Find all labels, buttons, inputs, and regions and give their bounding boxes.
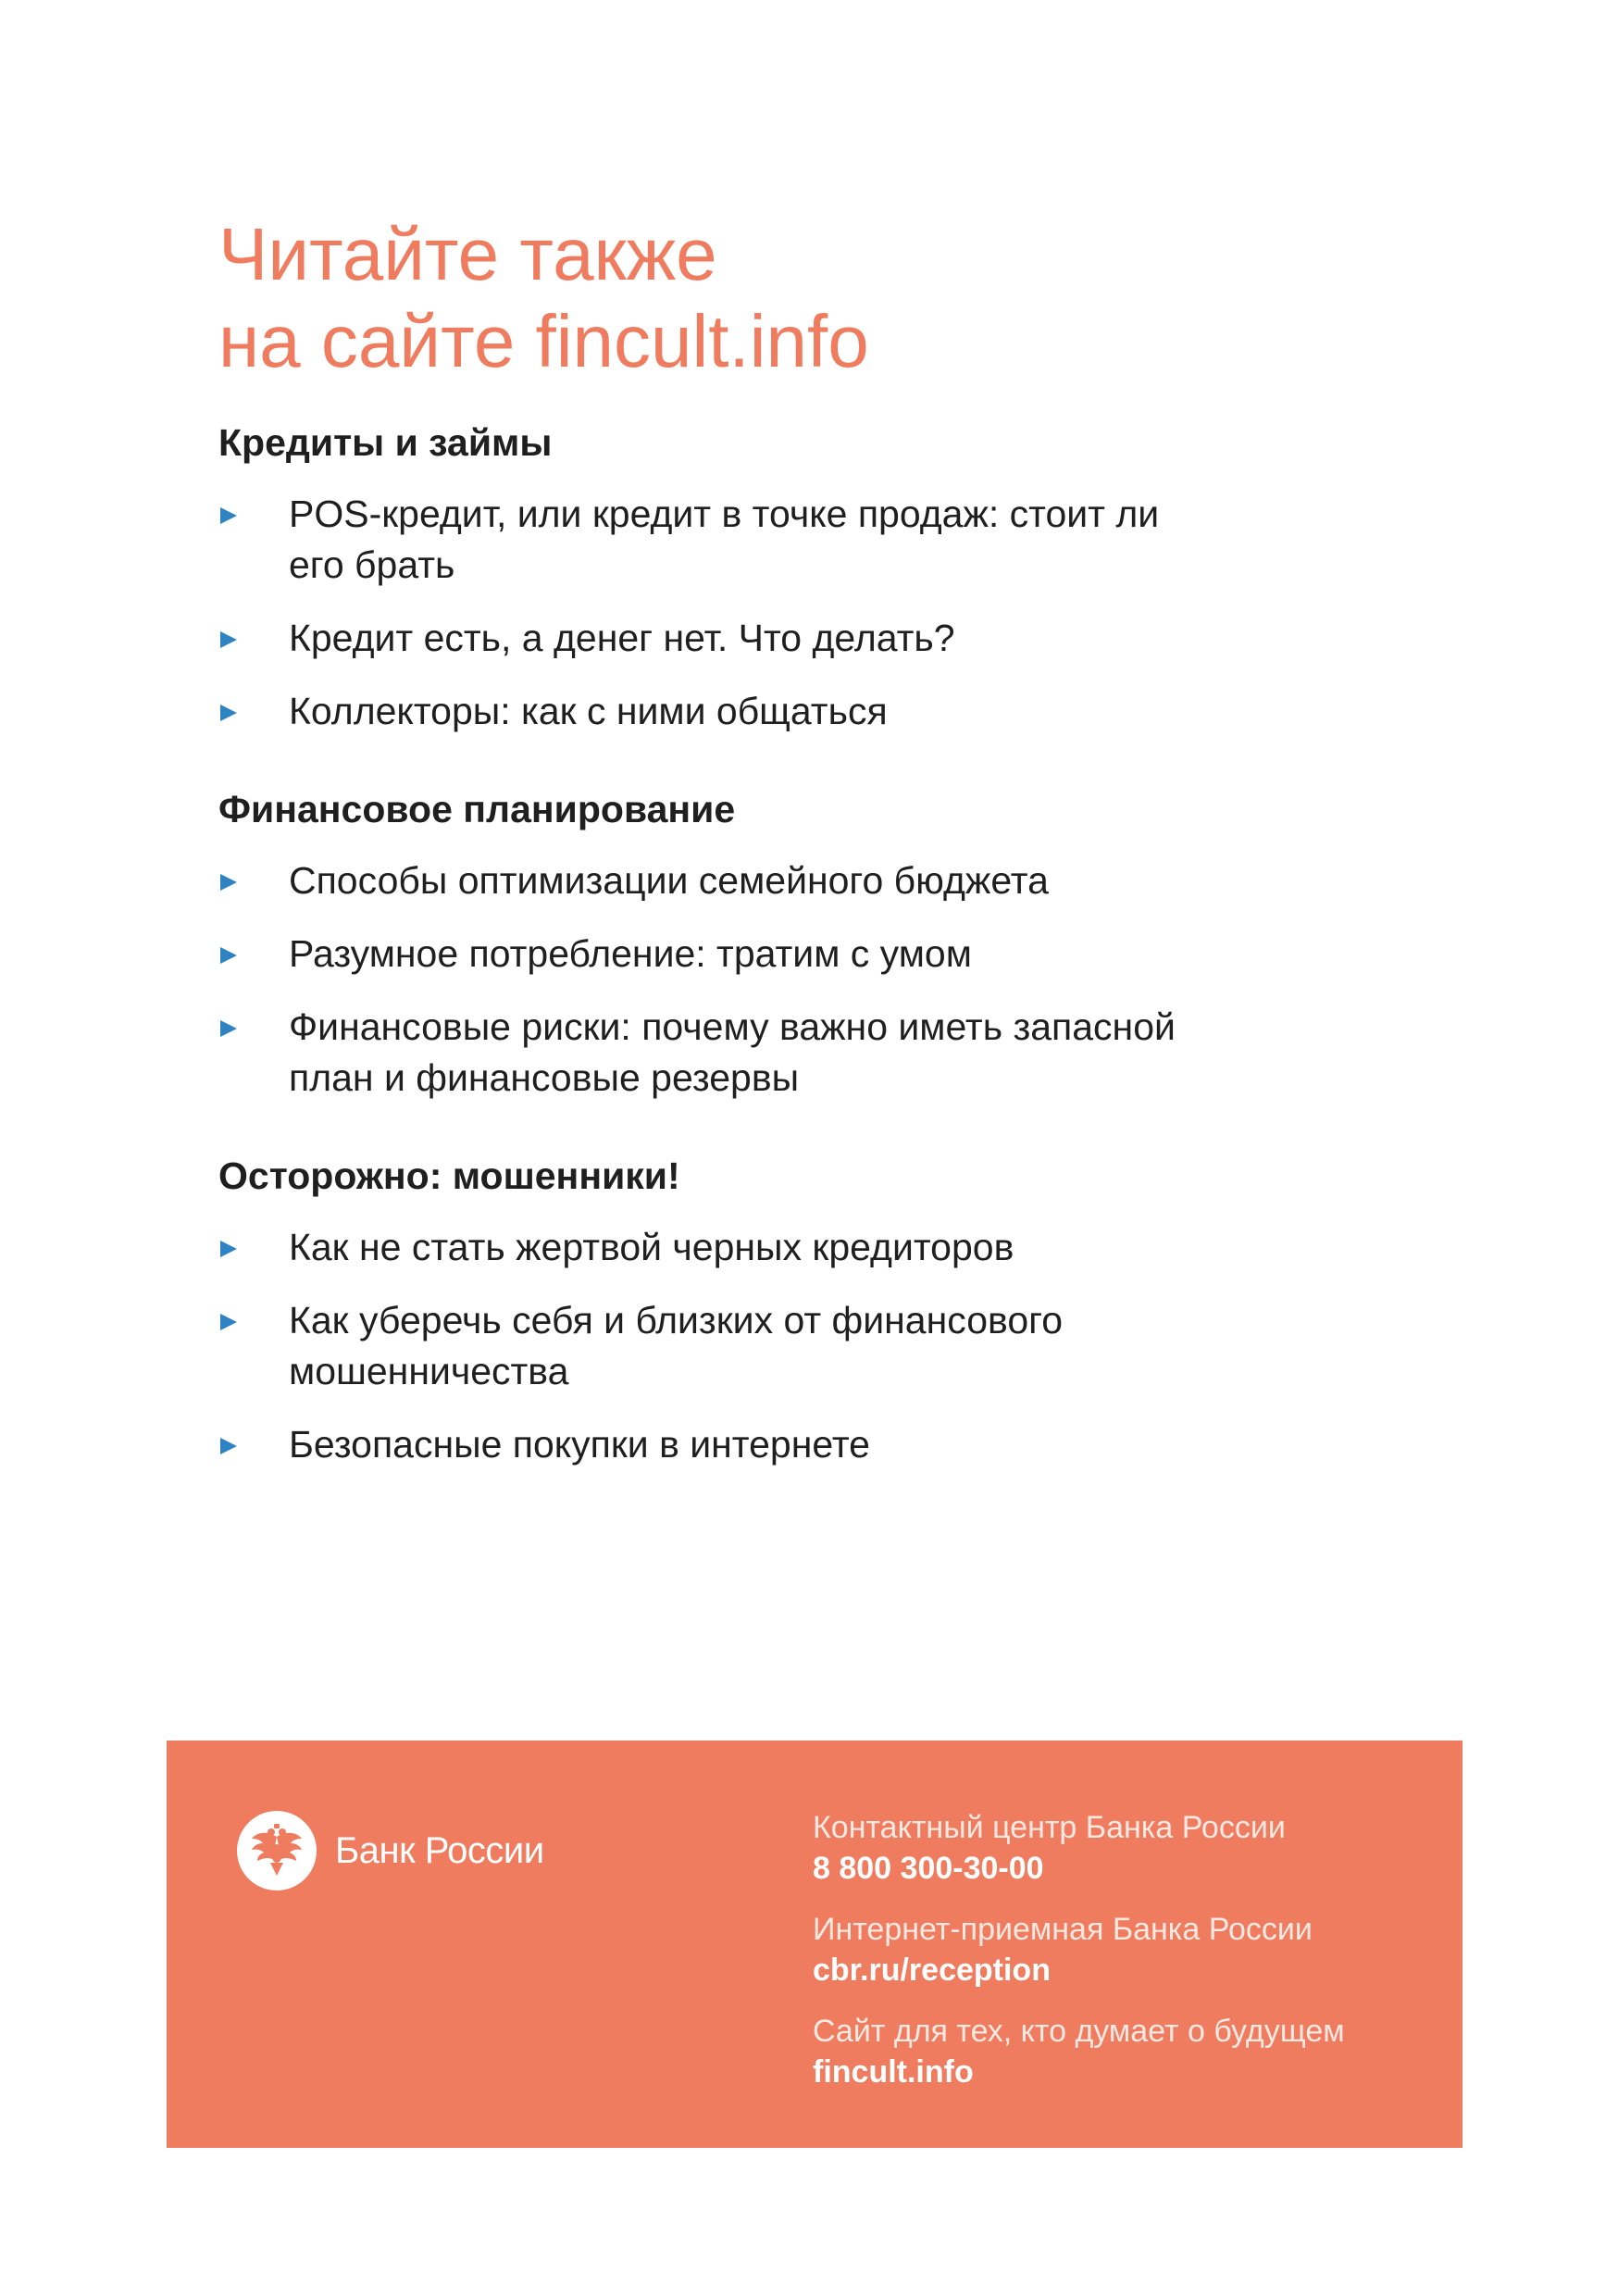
list-item[interactable] (218, 929, 1214, 980)
page-title (218, 211, 1422, 385)
triangle-bullet-icon (220, 874, 237, 891)
triangle-bullet-icon (220, 1241, 237, 1257)
list-item-text: Коллекторы: как с ними общаться (289, 690, 888, 732)
triangle-bullet-icon (220, 1314, 237, 1330)
list-item[interactable] (218, 1419, 1214, 1470)
bank-logo (237, 1811, 544, 1890)
list-item[interactable] (218, 1295, 1214, 1397)
section-items (218, 489, 1422, 737)
article-list (218, 417, 1422, 1516)
section-financial-planning (218, 783, 1422, 1104)
double-headed-eagle-icon (237, 1811, 317, 1890)
list-item[interactable] (218, 686, 1214, 737)
list-item[interactable] (218, 855, 1214, 906)
list-item-text: Способы оптимизации семейного бюджета (289, 859, 1049, 902)
website (813, 2011, 1424, 2092)
bank-name: Банк России (335, 1829, 544, 1871)
section-title: Осторожно: мошенники! (218, 1154, 680, 1197)
page-title-line-1: Читайте также (218, 213, 717, 295)
contact-footer (167, 1741, 1462, 2148)
section-items (218, 855, 1422, 1104)
contact-list (813, 1807, 1424, 2113)
section-title: Кредиты и займы (218, 421, 553, 464)
list-item-text: Финансовые риски: почему важно иметь запасной план и финансовые резервы (289, 1005, 1176, 1099)
list-item[interactable] (218, 613, 1214, 664)
section-items (218, 1222, 1422, 1470)
internet-reception (813, 1909, 1424, 1990)
page-title-line-2: на сайте fincult.info (218, 300, 869, 382)
triangle-bullet-icon (220, 1020, 237, 1037)
list-item-text: Разумное потребление: тратим с умом (289, 932, 972, 975)
contact-label: Контактный центр Банка России (813, 1810, 1286, 1845)
phone-number[interactable]: 8 800 300-30-00 (813, 1851, 1044, 1886)
reception-link[interactable]: cbr.ru/reception (813, 1953, 1051, 1988)
section-title: Финансовое планирование (218, 788, 736, 830)
contact-label: Интернет-приемная Банка России (813, 1912, 1313, 1947)
list-item-text: Кредит есть, а денег нет. Что делать? (289, 617, 955, 659)
section-credits (218, 417, 1422, 737)
triangle-bullet-icon (220, 507, 237, 524)
contact-label: Сайт для тех, кто думает о будущем (813, 2014, 1345, 2049)
triangle-bullet-icon (220, 705, 237, 721)
list-item-text: Как уберечь себя и близких от финансового мошенничества (289, 1299, 1063, 1392)
triangle-bullet-icon (220, 1438, 237, 1454)
list-item-text: Как не стать жертвой черных кредиторов (289, 1226, 1014, 1268)
section-fraud-warning (218, 1150, 1422, 1470)
contact-center (813, 1807, 1424, 1889)
list-item[interactable] (218, 489, 1214, 591)
list-item[interactable] (218, 1222, 1214, 1273)
list-item[interactable] (218, 1002, 1214, 1104)
list-item-text: POS-кредит, или кредит в точке продаж: стоит ли его брать (289, 493, 1160, 586)
triangle-bullet-icon (220, 947, 237, 964)
list-item-text: Безопасные покупки в интернете (289, 1423, 870, 1466)
triangle-bullet-icon (220, 631, 237, 648)
website-link[interactable]: fincult.info (813, 2054, 974, 2090)
